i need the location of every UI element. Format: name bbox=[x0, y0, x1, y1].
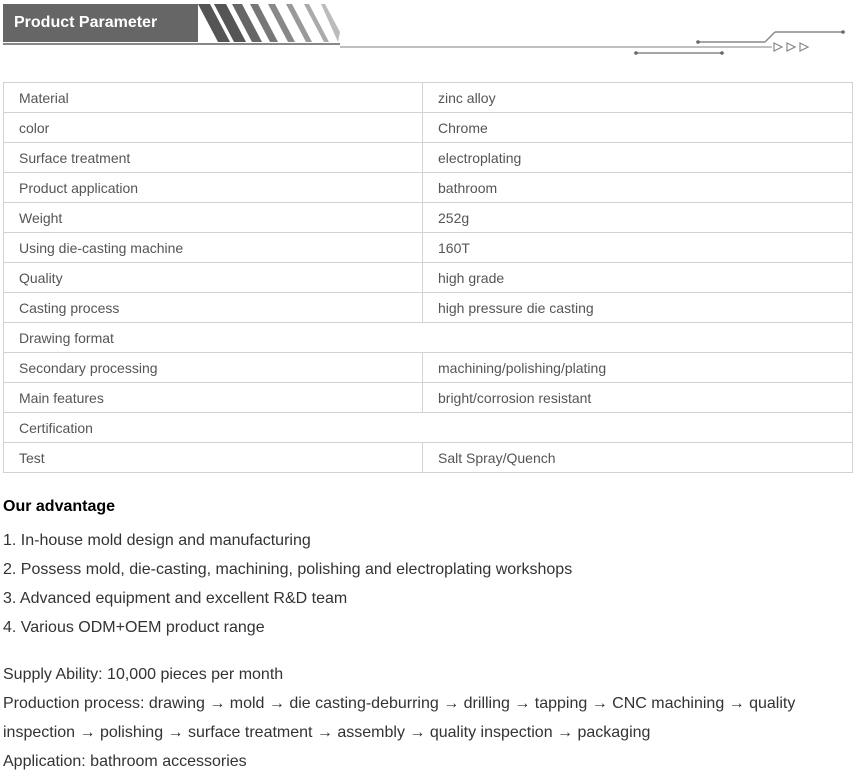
table-row bbox=[4, 83, 853, 113]
param-value: electroplating bbox=[423, 143, 853, 173]
param-label: Product application bbox=[4, 173, 423, 203]
table-row bbox=[4, 203, 853, 233]
table-row bbox=[4, 143, 853, 173]
list-item: 2. Possess mold, die-casting, machining, polishing and electroplating workshops bbox=[3, 561, 573, 578]
param-value: bright/corrosion resistant bbox=[423, 383, 853, 413]
advantage-title: Our advantage bbox=[3, 498, 116, 515]
param-value: machining/polishing/plating bbox=[423, 353, 853, 383]
supply-ability: Supply Ability: 10,000 pieces per month bbox=[3, 666, 284, 683]
param-value: zinc alloy bbox=[423, 83, 853, 113]
list-item: 4. Various ODM+OEM product range bbox=[3, 619, 265, 636]
param-label: color bbox=[4, 113, 423, 143]
param-value: Salt Spray/Quench bbox=[423, 443, 853, 473]
table-row bbox=[4, 443, 853, 473]
table-row bbox=[4, 323, 853, 353]
param-label: Casting process bbox=[4, 293, 423, 323]
table-row bbox=[4, 113, 853, 143]
list-item: 1. In-house mold design and manufacturing bbox=[3, 532, 311, 549]
table-row bbox=[4, 383, 853, 413]
param-label: Main features bbox=[4, 383, 423, 413]
section-title: Product Parameter bbox=[14, 14, 158, 31]
table-row bbox=[4, 263, 853, 293]
table-row bbox=[4, 413, 853, 443]
param-label: Drawing format bbox=[4, 323, 853, 353]
supply-info bbox=[3, 660, 843, 776]
param-value: 252g bbox=[423, 203, 853, 233]
param-value: high pressure die casting bbox=[423, 293, 853, 323]
param-label: Surface treatment bbox=[4, 143, 423, 173]
table-row bbox=[4, 353, 853, 383]
advantage-list bbox=[3, 526, 572, 642]
table-row bbox=[4, 233, 853, 263]
table-row bbox=[4, 293, 853, 323]
param-label: Quality bbox=[4, 263, 423, 293]
param-label: Weight bbox=[4, 203, 423, 233]
param-label: Secondary processing bbox=[4, 353, 423, 383]
param-label: Certification bbox=[4, 413, 853, 443]
param-value: high grade bbox=[423, 263, 853, 293]
table-row bbox=[4, 173, 853, 203]
param-value: bathroom bbox=[423, 173, 853, 203]
param-value: Chrome bbox=[423, 113, 853, 143]
product-parameter-table bbox=[3, 82, 853, 473]
param-label: Test bbox=[4, 443, 423, 473]
param-value: 160T bbox=[423, 233, 853, 263]
application: Application: bathroom accessories bbox=[3, 753, 247, 770]
param-label: Material bbox=[4, 83, 423, 113]
section-header bbox=[0, 0, 859, 60]
production-process: Production process: drawing → mold → die casting-deburring → drilling → tapping → CNC machining → quality inspection → polishing → surface treatment → assembly → quality inspection → packaging bbox=[3, 695, 796, 741]
list-item: 3. Advanced equipment and excellent R&D team bbox=[3, 590, 348, 607]
param-label: Using die-casting machine bbox=[4, 233, 423, 263]
